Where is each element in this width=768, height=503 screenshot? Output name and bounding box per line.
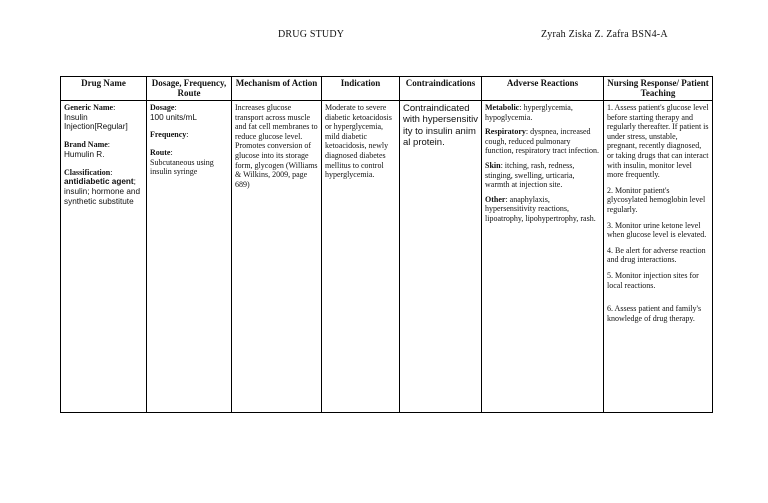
dosage-cell: Dosage: 100 units/mL Frequency: Route: Subcutaneous using insulin syringe [147,101,232,413]
nursing-response-cell [604,101,713,413]
table-row [61,101,713,413]
nursing-item: 5. Monitor injection sites for local reactions. [607,270,699,290]
adverse-item-metabolic: Metabolic: hyperglycemia, hypoglycemia. [485,103,573,122]
col-header-nursing-response: Nursing Response/ Patient Teaching [604,77,713,101]
generic-name-label: Generic Name [64,103,114,112]
author-name: Zyrah Ziska Z. Zafra BSN4-A [541,29,668,40]
classification-rest: ; insulin; hormone and synthetic substitute [64,177,141,206]
classification-label: Classification [64,167,111,177]
drug-name-cell: Generic Name: Insulin Injection[Regular] Brand Name: Humulin R. Classification: antidiabetic agent; insulin; hormone and synthetic substitute [61,101,147,413]
table-header-row [61,77,713,101]
col-header-drug-name: Drug Name [61,77,147,101]
dosage-value: 100 units/mL [150,112,197,122]
route-label: Route [150,147,171,157]
contraindication-text: Contraindicated with hypersensitivity to insulin animal protein. [403,103,478,149]
document-title: DRUG STUDY [278,29,345,40]
adverse-reactions-cell [482,101,604,413]
contraindication-cell [400,101,482,413]
nursing-item: 6. Assess patient and family's knowledge of drug therapy. [607,304,702,323]
indication-text: Moderate to severe diabetic ketoacidosis or hyperglycemia, mild diabetic ketoacidosis, newly diagnosed diabetes mellitus to control hyperglycemia. [325,103,392,180]
brand-name-value: Humulin R. [64,149,105,159]
mechanism-cell [232,101,322,413]
classification-bold: antidiabetic agent [64,177,134,187]
col-header-adverse-reactions: Adverse Reactions [482,77,604,101]
nursing-item: 1. Assess patient's glucose level before starting therapy and regularly thereafter. If patient is under stress, unstable, pregnant, recently diagnosed, or taking drugs that can interact with insulin, monitor level more frequently. [607,103,709,180]
col-header-contraindications: Contraindications [400,77,482,101]
route-value: Subcutaneous using insulin syringe [150,157,214,177]
nursing-item: 2. Monitor patient's glycosylated hemoglobin level regularly. [607,185,706,214]
col-header-mechanism: Mechanism of Action [232,77,322,101]
indication-cell [322,101,400,413]
drug-study-table [60,76,713,413]
frequency-label: Frequency [150,130,187,140]
mechanism-text: Increases glucose transport across muscle and fat cell membranes to reduce glucose level. Promotes conversion of glucose into its storage form, glycogen (Williams & Wilkins, 2009, page 689) [235,103,318,189]
adverse-item-skin: Skin: itching, rash, redness, stinging, swelling, urticaria, warmth at injection site. [485,160,575,190]
adverse-item-respiratory: Respiratory: dyspnea, increased cough, reduced pulmonary function, respiratory tract infection. [485,127,599,156]
generic-name-value: Insulin Injection[Regular] [64,112,128,132]
col-header-dosage: Dosage, Frequency, Route [147,77,232,101]
nursing-item: 4. Be alert for adverse reaction and drug interactions. [607,245,706,265]
brand-name-label: Brand Name [64,140,108,150]
nursing-item: 3. Monitor urine ketone level when glucose level is elevated. [607,220,707,240]
col-header-indication: Indication [322,77,400,101]
dosage-label: Dosage [150,103,175,112]
adverse-item-other: Other: anaphylaxis, hypersensitivity reactions, lipoatrophy, lipohypertrophy, rash. [485,194,596,223]
